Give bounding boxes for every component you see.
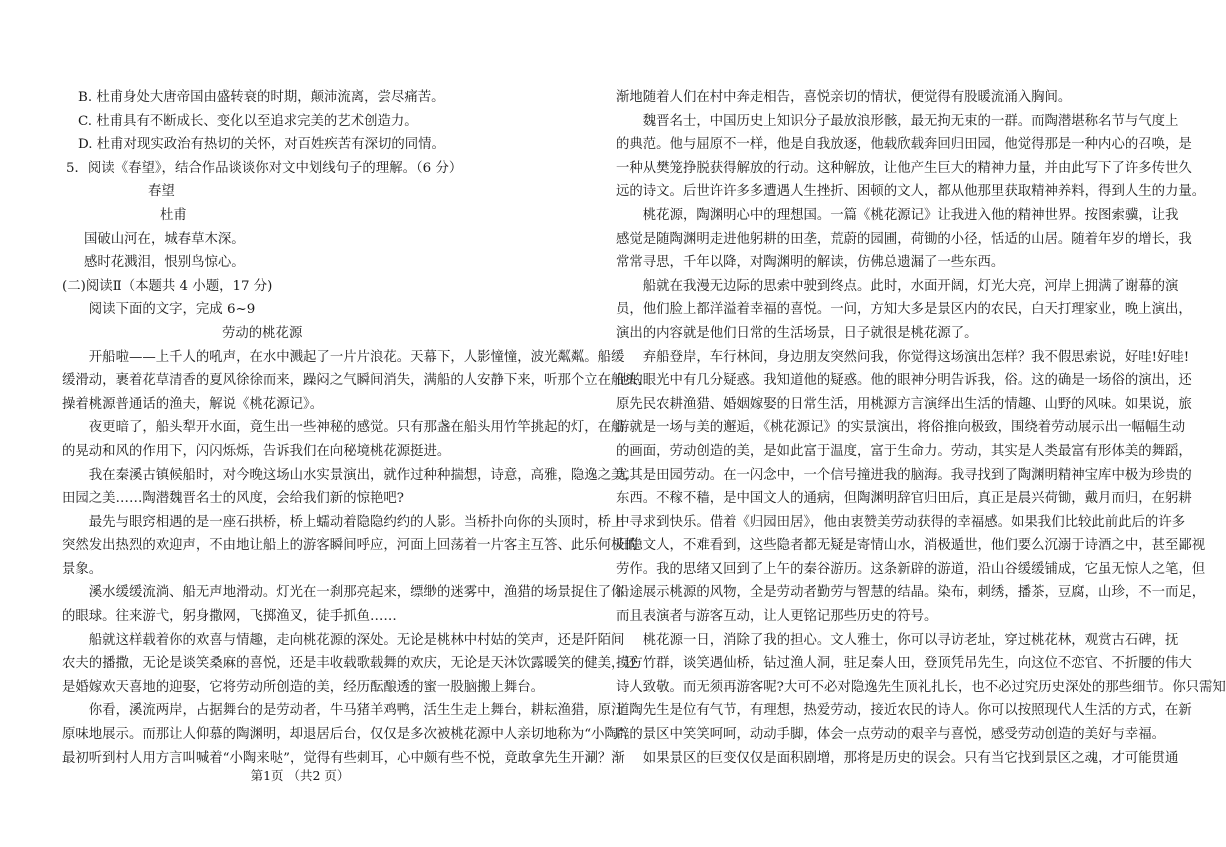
article-line: 原味地展示。而那让人仰慕的陶渊明，却退居后台，仅仅是多次被桃花源中人亲切地称为“小陶”。 [62,727,639,743]
article-line: 的典范。他与屈原不一样，他是自我放逐，他载欣载奔回归田园，他觉得那是一种内心的召唤，是 [616,137,1192,153]
article-line: 常常寻思，千年以降，对陶渊明的解读，仿佛总遗漏了一些东西。 [616,255,1005,271]
article-line: 的眼球。往来游弋，躬身撒网，飞掷渔叉，徒手抓鱼…… [62,609,397,625]
right-column [616,86,1226,770]
page-footer: 第1页 （共2 页） [250,768,350,783]
article-title: 劳动的桃花源 [222,325,303,341]
article-line: 的画面，劳动创造的美，是如此富于温度，富于生命力。劳动，其实是人类最富有形体美的舞蹈， [616,443,1192,459]
question-5: 5．阅读《春望》，结合作品谈谈你对文中划线句子的理解。（6 分） [66,160,463,176]
article-line: 尤其是田园劳动。在一闪念中，一个信号撞进我的脑海。我寻找到了陶渊明精神宝库中极为珍贵的 [616,467,1192,483]
poem-author: 杜甫 [160,207,187,223]
reading-instruction: 阅读下面的文字，完成 6~9 [88,302,256,318]
article-line: 桃花源一日，消除了我的担心。文人雅士，你可以寻访老址，穿过桃花林，观赏古石碑，抚 [642,632,1179,648]
article-line: 辟的景区中笑笑呵呵，动动手脚，体会一点劳动的艰辛与喜悦，感受劳动创造的美好与幸福。 [616,727,1166,743]
article-line: 他的眼光中有几分疑惑。我知道他的疑惑。他的眼神分明告诉我，俗。这的确是一场俗的演出，还 [616,373,1192,389]
article-line: 东西。不稼不穑，是中国文人的通病，但陶渊明辞官归田后，真正是晨兴荷锄，戴月而归，在躬耕 [616,491,1192,507]
article-line: 田园之美……陶潜魏晋名士的风度，会给我们新的惊艳吧? [62,491,404,507]
article-line: 一种从樊笼挣脱获得解放的行动。这种解放，让他产生巨大的精神力量，并由此写下了许多传世久 [616,160,1192,176]
article-line: 演出的内容就是他们日常的生活场景，日子就很是桃花源了。 [616,325,978,341]
article-line: 开船啦——上千人的吼声，在水中溅起了一片片浪花。天幕下，人影憧憧，波光粼粼。船缓 [88,349,625,365]
article-line: 劳作。我的思绪又回到了上午的秦谷游历。这条新辟的游道，沿山谷缓缓铺成，它虽无惊人之笔，但 [616,561,1206,577]
option-b: B. 杜甫身处大唐帝国由盛转衰的时期，颠沛流离，尝尽痛苦。 [78,90,445,105]
article-line: 缓滑动，裹着花草清香的夏风徐徐而来，躁闷之气瞬间消失，满船的人安静下来，听那个立在船头、 [62,373,652,389]
article-line: 农夫的播撒，无论是谈笑桑麻的喜悦，还是丰收载歌载舞的欢庆，无论是天沐饮露暖笑的健美，还 [62,656,638,672]
poem-line: 感时花溅泪，恨别鸟惊心。 [84,255,245,271]
article-line: 诗人致敬。而无须再游客呢?大可不必对隐逸先生顶礼扎长，也不必过究历史深处的那些细节。你只需知 [616,679,1226,695]
article-line: 员，他们脸上都洋溢着幸福的喜悦。一问，方知大多是景区内的农民，白天打理家业，晚上演出， [616,302,1192,318]
article-line: 渐地随着人们在村中奔走相告，喜悦亲切的情状，便觉得有股暖流涌入胸间。 [616,90,1072,105]
article-line: 道陶先生是位有气节，有理想，热爱劳动，接近农民的诗人。你可以按照现代人生活的方式，在新 [616,703,1192,719]
article-line: 溪水缓缓流淌、船无声地滑动。灯光在一刹那亮起来，缥缈的迷雾中，渔猎的场景捉住了你 [88,585,625,601]
option-d: D. 杜甫对现实政治有热切的关怀，对百姓疾苦有深切的同情。 [78,137,445,153]
article-line: 船就在我漫无边际的思索中驶到终点。此时，水面开阔，灯光大亮，河岸上拥满了谢幕的演 [642,278,1179,294]
article-line: 而且表演者与游客互动，让人更铭记那些历史的符号。 [616,609,938,625]
option-c: C. 杜甫具有不断成长、变化以至追求完美的艺术创造力。 [78,113,418,129]
article-line: 游就是一场与美的邂逅，《桃花源记》的实景演出，将俗推向极致，围绕着劳动展示出一幅幅生动 [616,420,1186,436]
article-line: 船就这样载着你的欢喜与情趣，走向桃花源的深处。无论是桃林中村姑的笑声，还是阡陌间 [88,632,625,648]
article-line: 远的诗文。后世许许多多遭遇人生挫折、困顿的文人，都从他那里获取精神养料，得到人生的力量。 [616,184,1206,200]
article-line: 是婚嫁欢天喜地的迎娶，它将劳动所创造的美，经历酝酿透的蜜一股脑搬上舞台。 [62,679,545,695]
article-line: 沿途展示桃源的风物，全是劳动者勤劳与智慧的结晶。染布，刺绣，播茶，豆腐，山珍，不一而足， [616,585,1206,601]
article-line: 如果景区的巨变仅仅是面积剧增，那将是历史的误会。只有当它找到景区之魂，才可能贯通 [642,750,1179,766]
article-line: 摸方竹群，谈笑遇仙桥，钻过渔人洞，驻足秦人田，登顶凭吊先生，向这位不恋官、不折腰的伟大 [616,656,1192,672]
article-line: 夜更暗了，船头犁开水面，竟生出一些神秘的感觉。只有那盏在船头用竹竿挑起的灯，在船 [88,420,625,436]
article-line: 最初听到村人用方言叫喊着“小陶来哒”，觉得有些刺耳，心中颇有些不悦，竟敢拿先生开涮？渐 [62,750,625,766]
article-line: 感觉是随陶渊明走进他躬耕的田垄，荒蔚的园圃，荷锄的小径，恬适的山居。随着年岁的增长，我 [616,231,1192,247]
article-line: 桃花源，陶渊明心中的理想国。一篇《桃花源记》让我进入他的精神世界。按图索骥，让我 [642,207,1179,223]
article-line: 弃船登岸，车行林间，身边朋友突然问我，你觉得这场演出怎样？我不假思索说，好哇!好哇! [642,349,1190,365]
left-column [62,86,652,770]
article-line: 景象。 [62,561,103,577]
article-line: 我在秦溪古镇候船时，对今晚这场山水实景演出，就作过种种揣想，诗意，高雅，隐逸之美， [88,467,638,483]
section-header: (二)阅读Ⅱ（本题共 4 小题，17 分) [62,278,273,294]
article-line: 中寻求到快乐。借着《归园田居》，他由衷赞美劳动获得的幸福感。如果我们比较此前此后的许多 [616,514,1186,530]
article-line: 操着桃源普通话的渔夫，解说《桃花源记》。 [62,396,324,412]
article-line: 最先与眼窍相遇的是一座石拱桥，桥上蠕动着隐隐约约的人影。当桥扑向你的头顶时，桥上 [88,514,625,530]
article-line: 你看，溪流两岸，占据舞台的是劳动者，牛马猪羊鸡鸭，活生生走上舞台，耕耘渔猎，原汁 [88,703,625,719]
article-line: 原先民农耕渔猎、婚姻嫁娶的日常生活，用桃源方言演绎出生活的情趣、山野的风味。如果说，旅 [616,396,1192,412]
poem-line: 国破山河在，城春草木深。 [84,231,245,247]
article-line: 归隐文人，不难看到，这些隐者都无疑是寄情山水，消极遁世，他们要么沉溺于诗酒之中，甚至鄙视 [616,538,1206,554]
article-line: 魏晋名士，中国历史上知识分子最放浪形骸，最无拘无束的一群。而陶潜堪称名节与气度上 [642,113,1179,129]
article-line: 的晃动和风的作用下，闪闪烁烁，告诉我们在向秘境桃花源挺进。 [62,443,451,459]
article-line: 突然发出热烈的欢迎声，不由地让船上的游客瞬间呼应，河面上回荡着一片客主互答、此乐何极的 [62,538,638,554]
poem-title: 春望 [148,184,175,200]
